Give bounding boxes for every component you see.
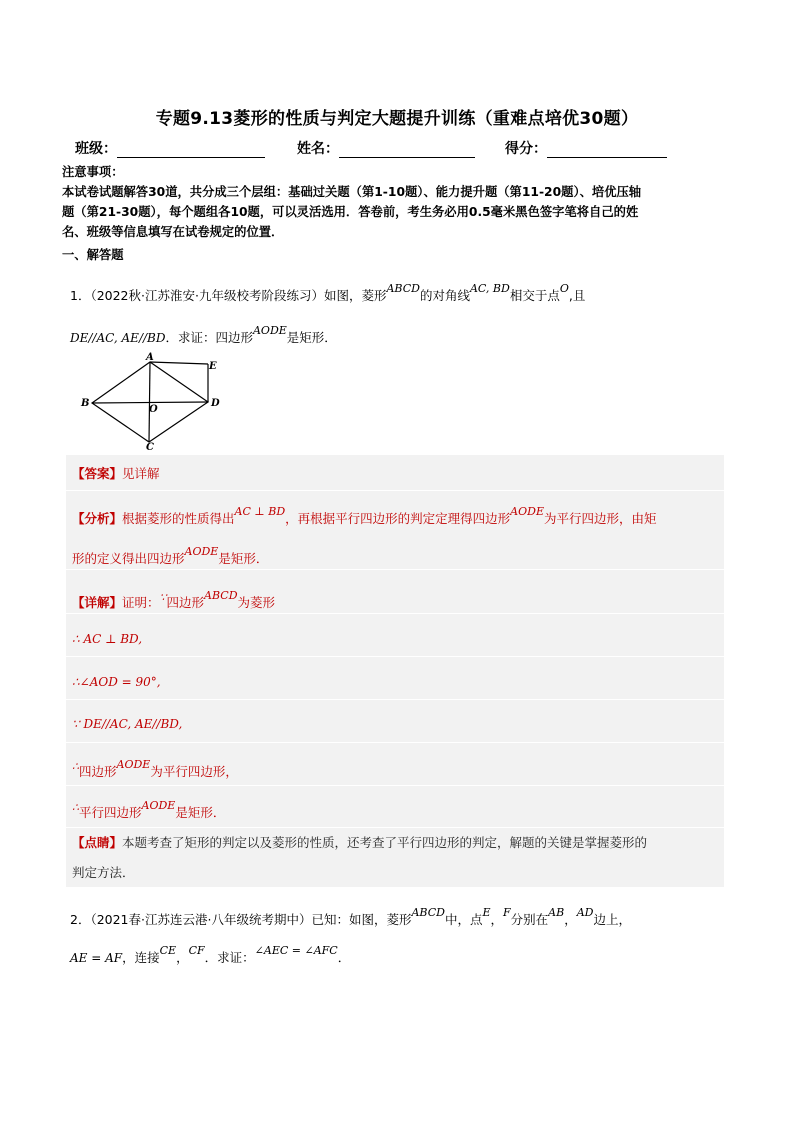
- page-title: 专题9.13菱形的性质与判定大题提升训练（重难点培优30题）: [155, 109, 639, 129]
- class-blank[interactable]: [117, 142, 265, 158]
- question-2-line-2: AE = AF，连接CE，CF．求证：∠AEC = ∠AFC．: [70, 944, 351, 965]
- instructions: [62, 162, 732, 242]
- name-label: 姓名：: [297, 141, 339, 157]
- detail-step-1: ∴ AC ⊥ BD,: [72, 632, 143, 646]
- label-d: D: [211, 398, 220, 409]
- answer-line: 【答案】见详解: [72, 466, 160, 481]
- student-info-row: [75, 138, 715, 160]
- analysis-tag: 【分析】: [72, 511, 123, 526]
- analysis-line-1: 【分析】根据菱形的性质得出AC ⊥ BD，再根据平行四边形的判定定理得四边形AODE为平行四边形，由矩: [72, 505, 657, 526]
- score-blank[interactable]: [547, 142, 667, 158]
- math-quad: AODE: [252, 324, 287, 337]
- score-label: 得分：: [505, 141, 547, 157]
- name-field: [297, 138, 475, 158]
- question-1-line-1: 1．（2022秋·江苏淮安·九年级校考阶段练习）如图，菱形ABCD的对角线AC, BD相交于点O,且: [70, 282, 586, 303]
- key-point-line-1: 【点睛】本题考查了矩形的判定以及菱形的性质，还考查了平行四边形的判定，解题的关键是掌握菱形的: [72, 835, 648, 850]
- label-a: A: [146, 352, 154, 363]
- question-1-line-2: DE//AC, AE//BD．求证：四边形AODE是矩形．: [70, 324, 337, 345]
- key-point-tag: 【点睛】: [72, 835, 123, 850]
- detail-step-2: ∴∠AOD = 90°,: [72, 675, 161, 689]
- instructions-line: 本试卷试题解答30道，共分成三个层组：基础过关题（第1-10题）、能力提升题（第11-20题）、培优压轴: [62, 185, 642, 199]
- instructions-heading: 注意事项：: [62, 165, 124, 179]
- label-b: B: [81, 398, 90, 409]
- detail-tag: 【详解】: [72, 595, 123, 610]
- instructions-line: 题（第21-30题），每个题组各10题，可以灵活选用．答卷前，考生务必用0.5毫米黑色签字笔将自己的姓: [62, 205, 639, 219]
- label-o: O: [149, 404, 158, 415]
- score-field: [505, 138, 667, 158]
- math-condition: DE//AC, AE//BD: [70, 331, 166, 345]
- label-e: E: [209, 361, 217, 372]
- section-heading: 一、解答题: [62, 248, 124, 262]
- question-2-line-1: 2．（2021春·江苏连云港·八年级统考期中）已知：如图，菱形ABCD中，点E，F分别在AB，AD边上，: [70, 906, 631, 927]
- detail-step-5: ∴平行四边形AODE是矩形．: [72, 799, 226, 820]
- answer-tag: 【答案】: [72, 466, 123, 481]
- math-diagonals: AC, BD: [469, 282, 510, 295]
- class-label: 班级：: [75, 141, 117, 157]
- name-blank[interactable]: [339, 142, 475, 158]
- math-rhombus: ABCD: [386, 282, 420, 295]
- detail-step-3: ∵ DE//AC, AE//BD,: [72, 717, 183, 731]
- class-field: [75, 138, 265, 158]
- answer-panel: [66, 455, 724, 887]
- instructions-line: 名、班级等信息填写在试卷规定的位置．: [62, 225, 284, 239]
- key-point-line-2: 判定方法．: [72, 865, 135, 880]
- detail-line-1: 【详解】证明：∵四边形ABCD为菱形: [72, 589, 276, 610]
- label-c: C: [146, 442, 154, 453]
- rhombus-figure: [78, 350, 228, 455]
- math-point: O: [559, 282, 569, 295]
- analysis-line-2: 形的定义得出四边形AODE是矩形．: [72, 545, 269, 566]
- detail-step-4: ∴四边形AODE为平行四边形，: [72, 758, 238, 779]
